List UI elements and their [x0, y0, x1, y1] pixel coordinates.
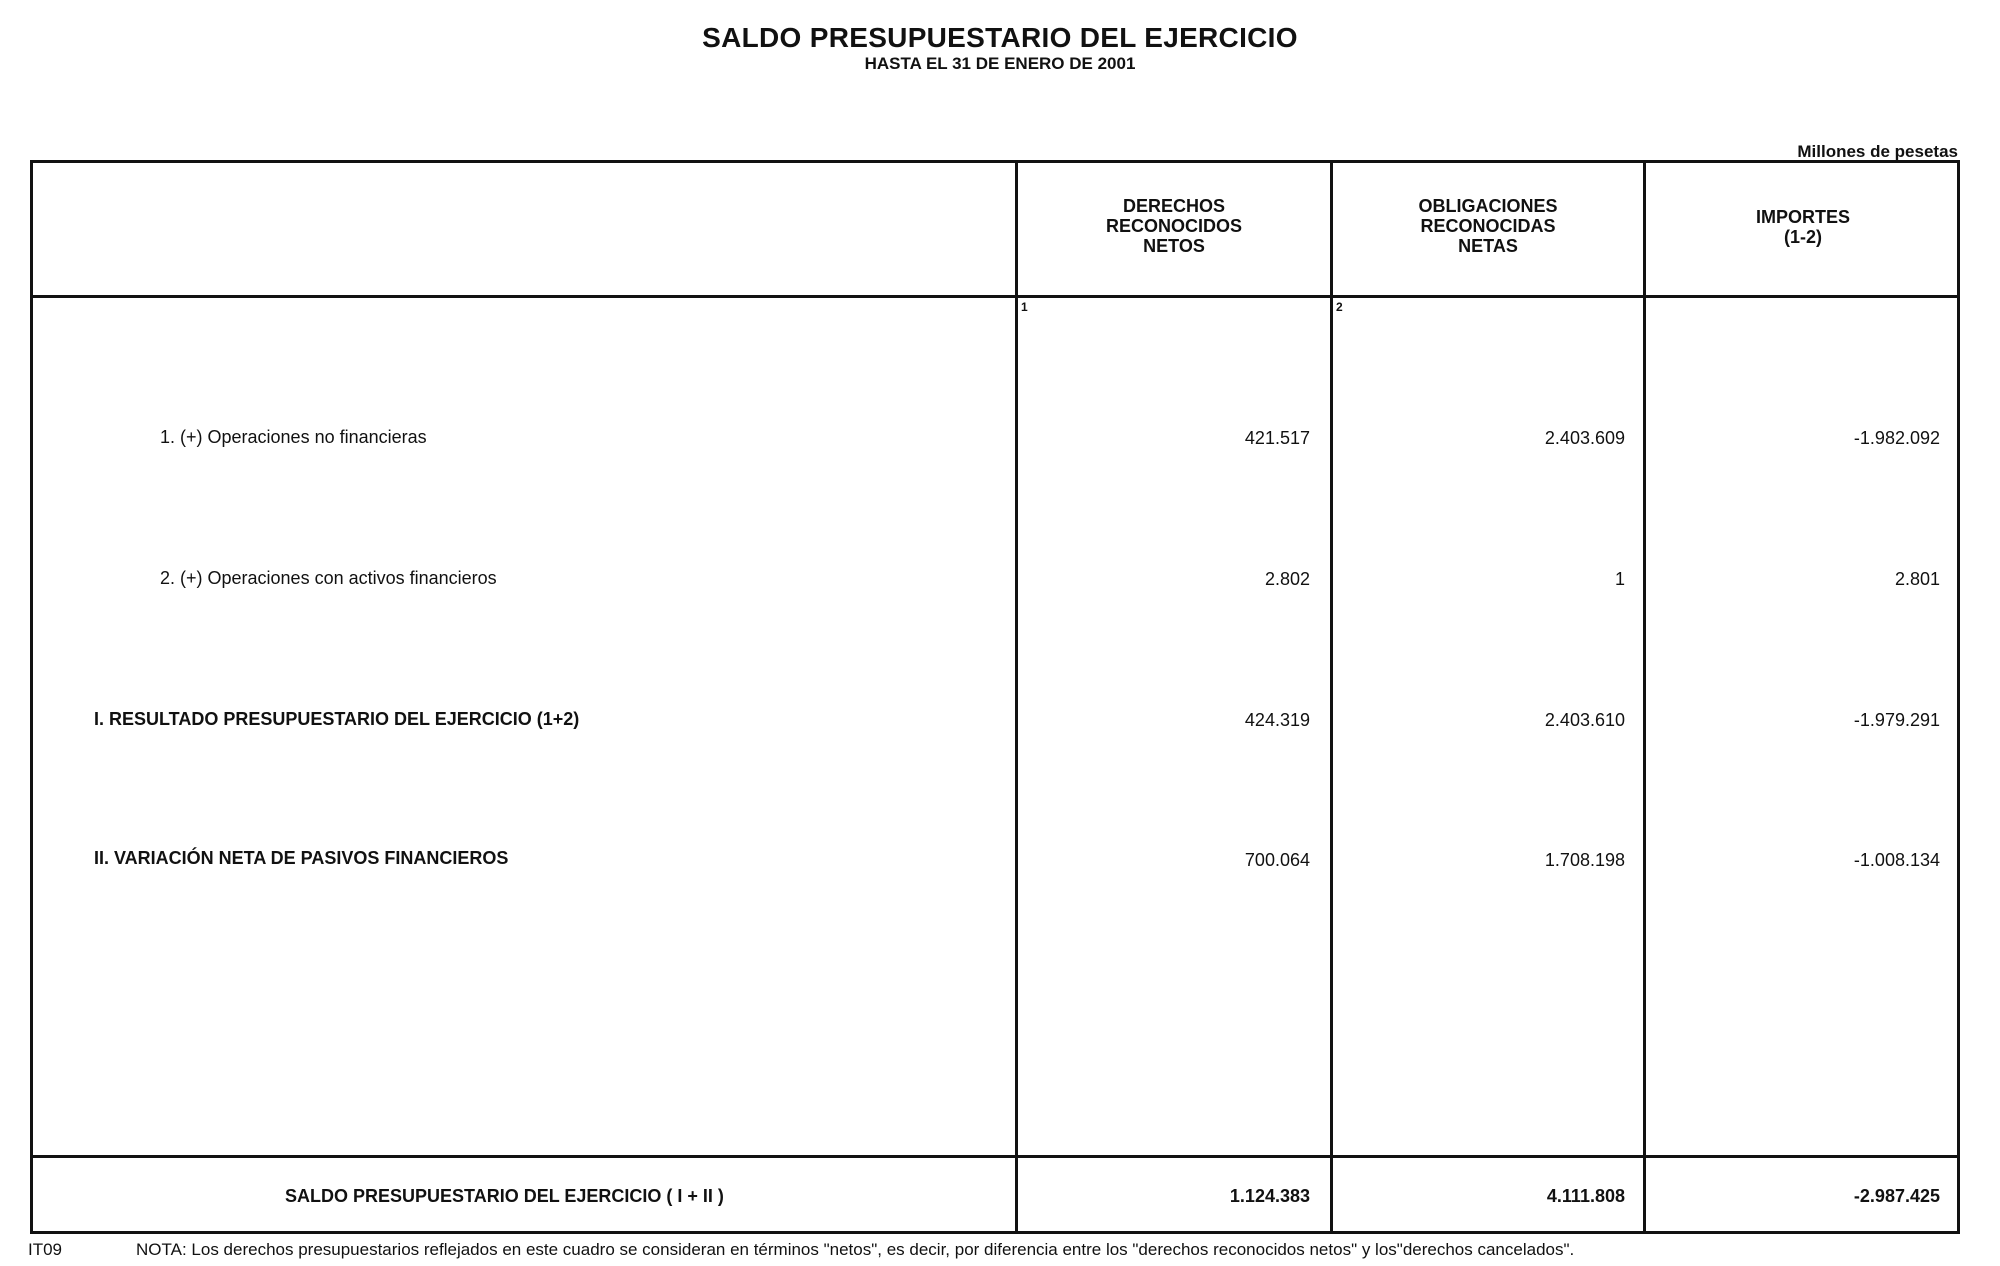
row-label-variacion-neta-pasivos: II. VARIACIÓN NETA DE PASIVOS FINANCIEROS	[94, 848, 509, 868]
row-derechos-value: 2.802	[1264, 569, 1310, 589]
page-title: SALDO PRESUPUESTARIO DEL EJERCICIO	[702, 22, 1298, 53]
total-importes-value: -2.987.425	[1853, 1186, 1940, 1206]
row-derechos-value: 421.517	[1244, 428, 1310, 448]
column-divider-1	[1015, 160, 1018, 1234]
row-importes-value: -1.979.291	[1853, 710, 1940, 730]
column-number-2: 2	[1336, 300, 1343, 314]
units-label: Millones de pesetas	[1797, 142, 1958, 161]
row-obligaciones-value: 2.403.609	[1544, 428, 1625, 448]
column-header-importes: IMPORTES (1-2)	[1755, 207, 1850, 247]
row-derechos-value: 700.064	[1244, 850, 1310, 870]
row-importes-value: 2.801	[1894, 569, 1940, 589]
column-divider-3	[1643, 160, 1646, 1234]
row-importes-value: -1.008.134	[1853, 850, 1940, 870]
total-derechos-value: 1.124.383	[1229, 1186, 1310, 1206]
column-header-derechos: DERECHOS RECONOCIDOS NETOS	[1105, 196, 1242, 256]
row-obligaciones-value: 1.708.198	[1544, 850, 1625, 870]
row-importes-value: -1.982.092	[1853, 428, 1940, 448]
row-obligaciones-value: 2.403.610	[1544, 710, 1625, 730]
row-obligaciones-value: 1	[1614, 569, 1625, 589]
document-code: IT09	[28, 1240, 63, 1259]
column-header-obligaciones: OBLIGACIONES RECONOCIDAS NETAS	[1418, 196, 1558, 256]
column-divider-2	[1330, 160, 1333, 1234]
total-label: SALDO PRESUPUESTARIO DEL EJERCICIO ( I + II )	[285, 1186, 724, 1206]
column-number-1: 1	[1021, 300, 1028, 314]
row-label-operaciones-activos-financieros: 2. (+) Operaciones con activos financieros	[160, 568, 497, 588]
header-divider	[30, 295, 1960, 298]
row-label-operaciones-no-financieras: 1. (+) Operaciones no financieras	[160, 427, 427, 447]
table-frame	[30, 160, 1960, 1234]
footnote: NOTA: Los derechos presupuestarios reflejados en este cuadro se consideran en términos "netos", es decir, por diferencia entre los "derechos reconocidos netos" y los"derechos cancelados".	[136, 1240, 1575, 1259]
page-subtitle: HASTA EL 31 DE ENERO DE 2001	[864, 54, 1136, 73]
row-derechos-value: 424.319	[1244, 710, 1310, 730]
total-obligaciones-value: 4.111.808	[1546, 1186, 1625, 1206]
row-label-resultado-presupuestario: I. RESULTADO PRESUPUESTARIO DEL EJERCICIO (1+2)	[94, 709, 580, 729]
total-divider	[30, 1155, 1960, 1158]
